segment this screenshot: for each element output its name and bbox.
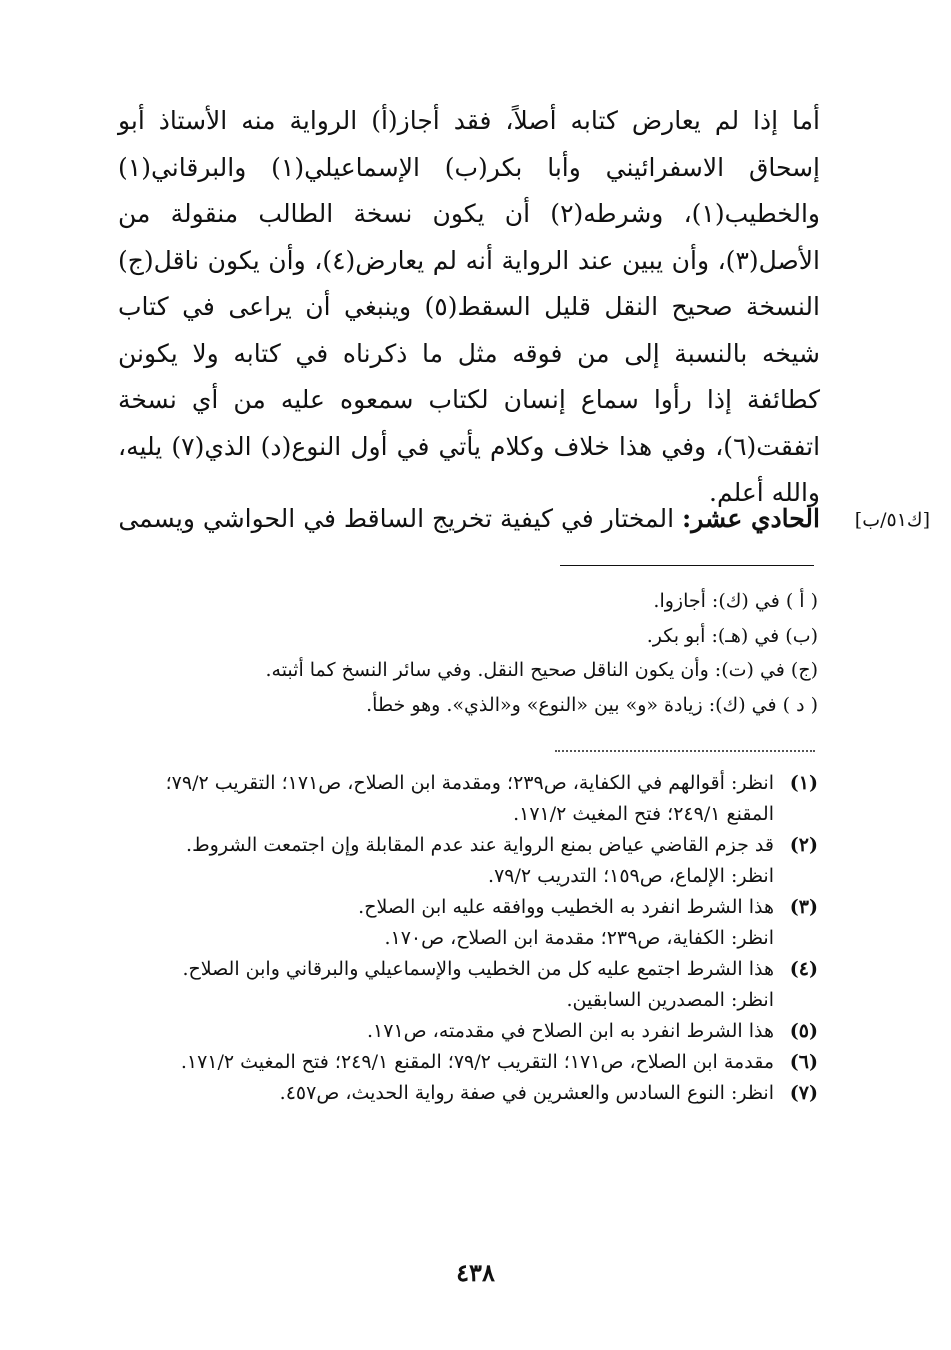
footnote-text: انظر: النوع السادس والعشرين في صفة رواية الحديث، ص٤٥٧. xyxy=(279,1082,774,1104)
numbered-footnotes xyxy=(118,768,818,1109)
footnote-6 xyxy=(118,1047,818,1078)
footnote-number: (٤) xyxy=(789,958,818,980)
footnote-text: مقدمة ابن الصلاح، ص١٧١؛ التقريب ٧٩/٢؛ المقنع ٢٤٩/١؛ فتح المغيث ١٧١/٢. xyxy=(180,1051,774,1073)
section-heading-title: الحادي عشر: xyxy=(682,504,820,533)
footnote-2-reference: انظر: الإلماع، ص١٥٩؛ التدريب ٧٩/٢. xyxy=(488,865,774,887)
section-heading-text: المختار في كيفية تخريج الساقط في الحواشي ويسمى xyxy=(118,504,675,533)
footnote-7 xyxy=(118,1078,818,1109)
footnote-text: هذا الشرط انفرد به ابن الصلاح في مقدمته، ص١٧١. xyxy=(367,1020,774,1042)
footnote-1 xyxy=(118,768,818,830)
footnote-number: (١) xyxy=(789,772,818,794)
notes-dotted-separator xyxy=(555,750,815,752)
main-paragraph: أما إذا لم يعارض كتابه أصلاً، فقد أجاز(أ) الرواية منه الأستاذ أبو إسحاق الاسفرائيني وأبا بكر(ب) الإسماعيلي(١) والبرقاني(١) والخطيب(١)، وشرطه(٢) أن يكون نسخة الطالب منقولة من الأصل(٣)، وأن يبين عند الرواية أنه لم يعارض(٤)، وأن يكون ناقل(ج) النسخة صحيح النقل قليل السقط(٥) وينبغي أن يراعى في كتاب شيخه بالنسبة إلى من فوقه مثل ما ذكرناه في كتابه ولا يكونن كطائفة إذا رأوا سماع إنسان لكتاب سمعوه عليه من أي نسخة اتفقت(٦)، وفي هذا خلاف وكلام يأتي في أول النوع(د) الذي(٧) يليه، والله أعلم. xyxy=(118,106,821,507)
footnote-text: قد جزم القاضي عياض بمنع الرواية عند عدم المقابلة وإن اجتمعت الشروط. xyxy=(186,834,774,856)
page-number: ٤٣٨ xyxy=(456,1258,495,1287)
footnote-text: هذا الشرط انفرد به الخطيب ووافقه عليه ابن الصلاح. xyxy=(358,896,774,918)
footnote-number: (٧) xyxy=(789,1082,818,1104)
section-heading xyxy=(118,496,820,542)
footnote-4 xyxy=(118,954,818,985)
footnote-2 xyxy=(118,830,818,861)
footnote-number: (٦) xyxy=(789,1051,818,1073)
variant-notes xyxy=(118,584,818,722)
variant-note-c: (ج) في (ت): وأن يكون الناقل صحيح النقل. وفي سائر النسخ كما أثبته. xyxy=(265,659,818,681)
footnote-number: (٣) xyxy=(789,896,818,918)
footnote-text: انظر: أقوالهم في الكفاية، ص٢٣٩؛ ومقدمة ابن الصلاح، ص١٧١؛ التقريب ٧٩/٢؛ المقنع ٢٤٩/١؛ فتح المغيث ١٧١/٢. xyxy=(165,772,774,825)
footnote-number: (٥) xyxy=(789,1020,818,1042)
footnote-4-reference: انظر: المصدرين السابقين. xyxy=(566,989,774,1011)
footnote-3 xyxy=(118,892,818,923)
footnote-number: (٢) xyxy=(789,834,818,856)
footnote-5 xyxy=(118,1016,818,1047)
variant-note-a: ( أ ) في (ك): أجازوا. xyxy=(653,590,818,612)
variant-note-d: ( د ) في (ك): زيادة «و» بين «النوع» و«الذي». وهو خطأ. xyxy=(366,693,818,716)
variant-note-b: (ب) في (هـ): أبو بكر. xyxy=(646,624,818,647)
footnote-divider xyxy=(560,565,814,566)
footnote-text: هذا الشرط اجتمع عليه كل من الخطيب والإسماعيلي والبرقاني وابن الصلاح. xyxy=(182,958,774,980)
main-text-block xyxy=(118,98,820,517)
manuscript-margin-reference: [ك٥١/ب] xyxy=(854,509,930,531)
footnote-3-reference: انظر: الكفاية، ص٢٣٩؛ مقدمة ابن الصلاح، ص١٧٠. xyxy=(384,927,774,949)
